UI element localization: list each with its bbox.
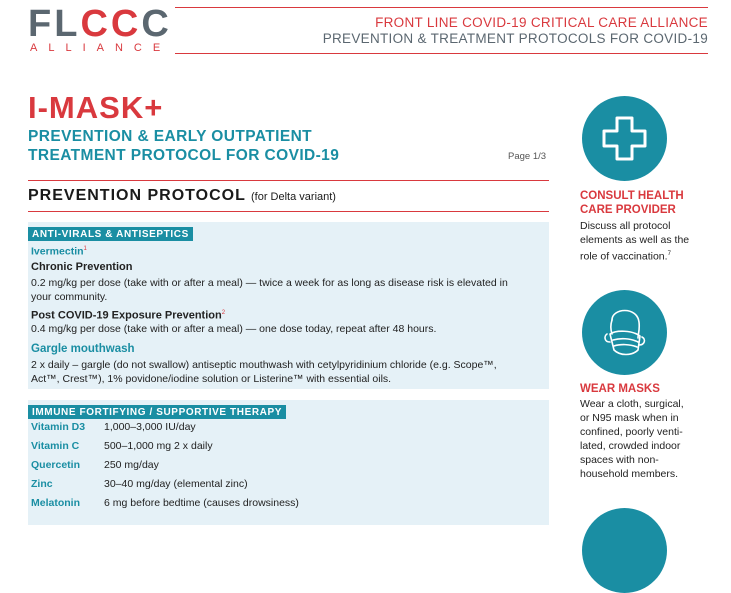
page-number: Page 1/3 bbox=[508, 151, 547, 162]
consult-text: Discuss all protocol elements as well as the role of vaccination.$^7$ bbox=[580, 220, 690, 263]
masks-text: Wear a cloth, surgical, or N95 mask when in confined, poorly venti- lated, crowded indoor spaces with non- household members. bbox=[580, 398, 684, 480]
immune-panel bbox=[28, 400, 549, 525]
header-doc-name: PREVENTION & TREATMENT PROTOCOLS FOR COVID-19 bbox=[322, 31, 708, 46]
section-title: PREVENTION PROTOCOL (for Delta variant) bbox=[28, 187, 336, 204]
supplement-row: Zinc 30–40 mg/day (elemental zinc) bbox=[31, 478, 248, 490]
supplement-row: Vitamin D3 1,000–3,000 IU/day bbox=[31, 421, 196, 433]
gargle-text-2: Act™, Crest™), 1% povidone/iodine solution or Listerine™ with essential oils. bbox=[31, 373, 392, 385]
post-exposure-text: 0.4 mg/kg per dose (take with or after a meal) — one dose today, repeat after 48 hours. bbox=[31, 323, 437, 335]
medical-cross-icon bbox=[582, 96, 667, 181]
immune-heading: IMMUNE FORTIFYING / SUPPORTIVE THERAPY bbox=[28, 405, 286, 419]
section-rule-top bbox=[28, 180, 549, 181]
masks-heading: WEAR MASKS bbox=[580, 383, 660, 395]
chronic-prevention-label: Chronic Prevention bbox=[31, 261, 133, 273]
gargle-label: Gargle mouthwash bbox=[31, 343, 135, 355]
ivermectin-label: Ivermectin$^1$ bbox=[31, 245, 87, 258]
gargle-text-1: 2 x daily – gargle (do not swallow) antiseptic mouthwash with cetylpyridinium chloride (e.g. Scope™, bbox=[31, 359, 497, 371]
supplement-row: Quercetin 250 mg/day bbox=[31, 459, 159, 471]
antivirals-heading: ANTI-VIRALS & ANTISEPTICS bbox=[28, 227, 193, 241]
chronic-prevention-text-1: 0.2 mg/kg per dose (take with or after a meal) — twice a week for as long as disease risk is elevated in bbox=[31, 277, 508, 289]
flccc-logo: FLCCC bbox=[28, 3, 172, 45]
section-rule-bottom bbox=[28, 211, 549, 212]
consult-heading: CONSULT HEALTH CARE PROVIDER bbox=[580, 190, 684, 216]
supplement-row: Vitamin C 500–1,000 mg 2 x daily bbox=[31, 440, 213, 452]
protocol-subtitle: PREVENTION & EARLY OUTPATIENT TREATMENT PROTOCOL FOR COVID-19 bbox=[28, 128, 340, 164]
protocol-title: I-MASK+ bbox=[28, 90, 164, 125]
logo-alliance-text: ALLIANCE bbox=[30, 42, 172, 54]
header-rule-top bbox=[175, 7, 708, 8]
header-org-name: FRONT LINE COVID-19 CRITICAL CARE ALLIANCE bbox=[375, 15, 708, 30]
antivirals-panel bbox=[28, 222, 549, 389]
face-mask-icon bbox=[582, 290, 667, 375]
next-protocol-icon bbox=[582, 508, 667, 593]
chronic-prevention-text-2: your community. bbox=[31, 291, 108, 303]
header-rule-bottom bbox=[175, 53, 708, 54]
supplement-row: Melatonin 6 mg before bedtime (causes drowsiness) bbox=[31, 497, 299, 509]
post-exposure-label: Post COVID-19 Exposure Prevention$^2$ bbox=[31, 309, 226, 322]
